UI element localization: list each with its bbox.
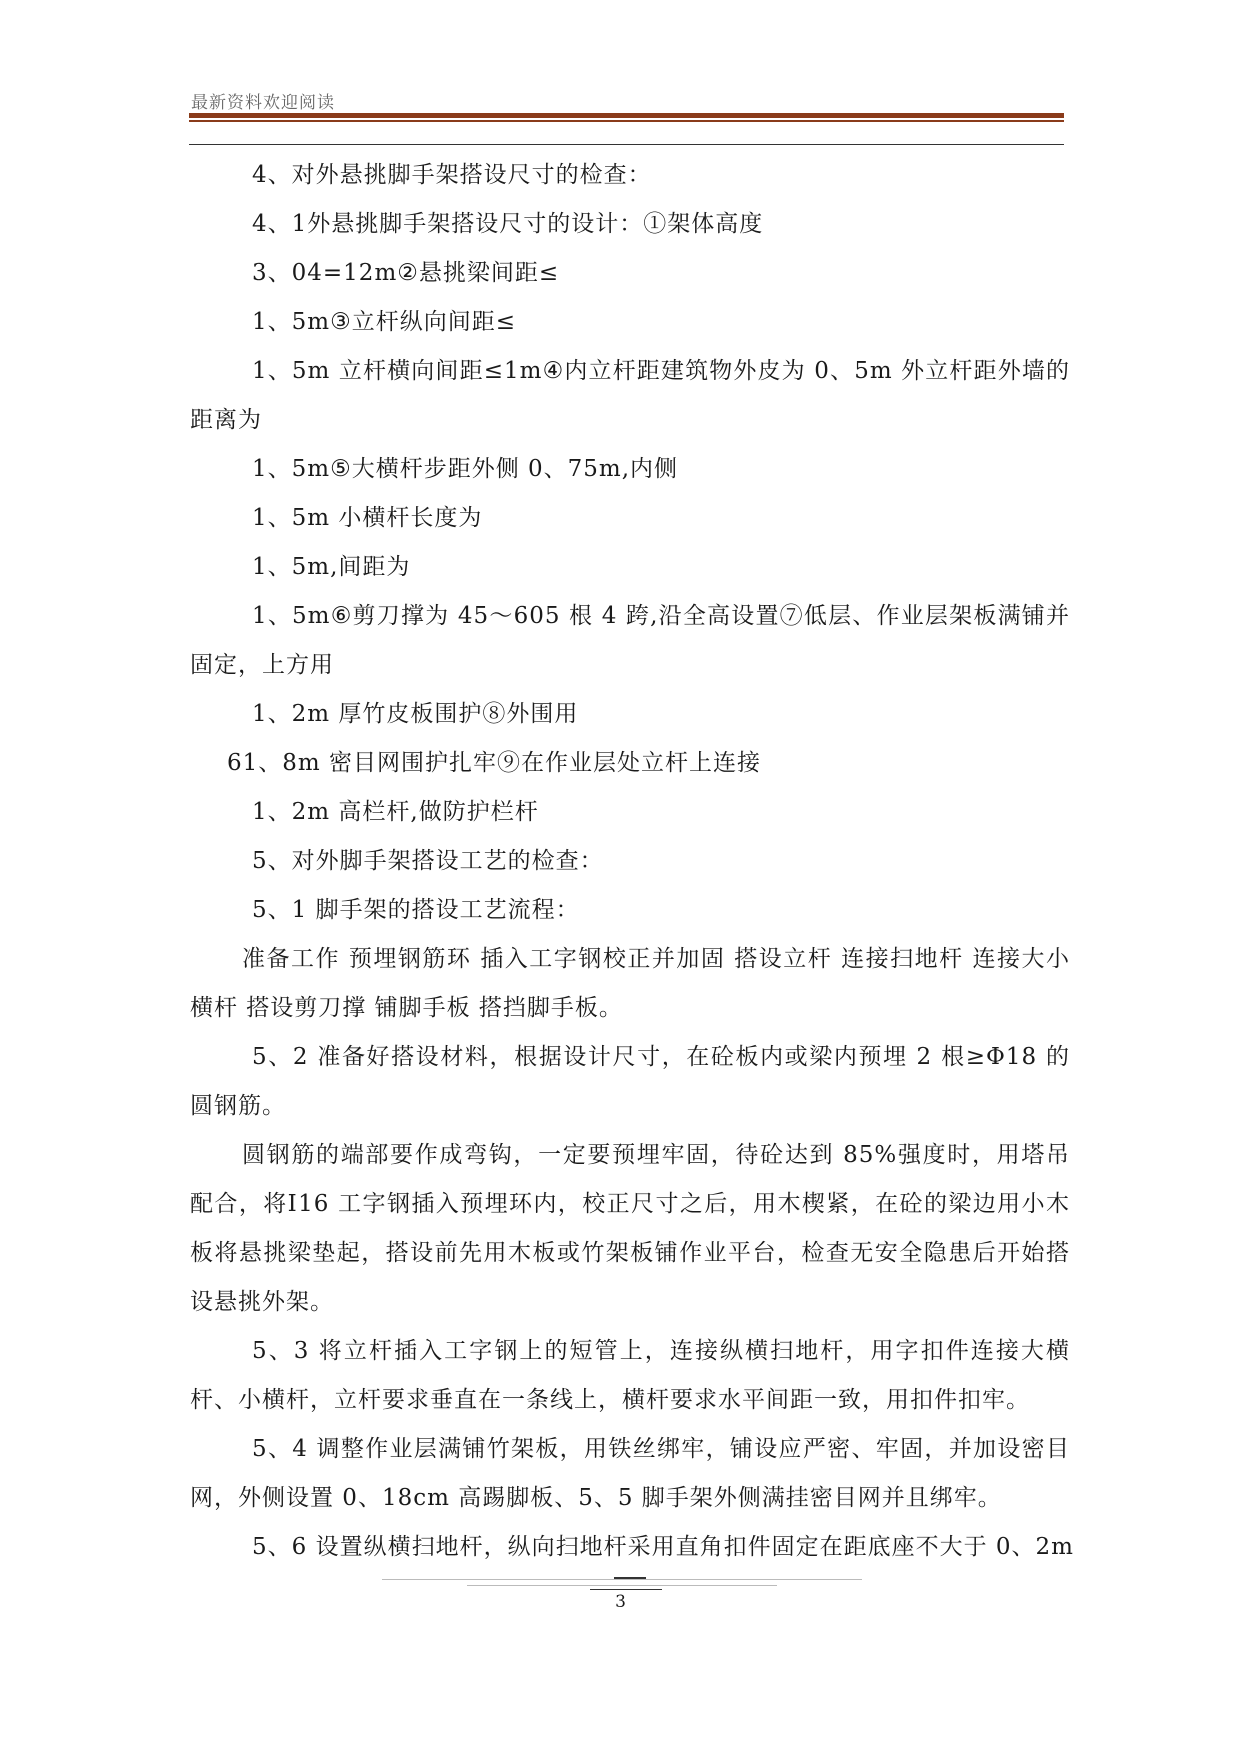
paragraph: 61、8m 密目网围护扎牢⑨在作业层处立杆上连接 [227,750,762,776]
paragraph: 1、5m,间距为 [252,554,411,580]
paragraph: 5、1 脚手架的搭设工艺流程： [252,897,580,923]
paragraph: 3、04=12m②悬挑梁间距≤ [252,260,560,286]
header-rule-thick [189,113,1064,118]
header-text: 最新资料欢迎阅读 [191,93,335,113]
footer-rule [382,1579,862,1580]
paragraph: 5、4 调整作业层满铺竹架板，用铁丝绑牢，铺设应严密、牢固，并加设密目网，外侧设置 0、18cm 高踢脚板、5、5 脚手架外侧满挂密目网并且绑牢。 [190,1436,1070,1511]
header-rule-thin [189,120,1064,122]
paragraph: 5、2 准备好搭设材料，根据设计尺寸，在砼板内或梁内预埋 2 根≥Φ18 的圆钢筋。 [190,1044,1070,1119]
document-body [190,151,1074,1572]
paragraph: 1、5m 小横杆长度为 [252,505,483,531]
paragraph: 1、5m 立杆横向间距≤1m④内立杆距建筑物外皮为 0、5m 外立杆距外墙的距离为 [190,358,1070,433]
paragraph: 4、1外悬挑脚手架搭设尺寸的设计：①架体高度 [252,211,764,237]
page-number: 3 [615,1592,626,1612]
paragraph: 5、6 设置纵横扫地杆，纵向扫地杆采用直角扣件固定在距底座不大于 0、2m [252,1534,1074,1560]
paragraph: 1、5m③立杆纵向间距≤ [252,309,516,335]
paragraph: 5、3 将立杆插入工字钢上的短管上，连接纵横扫地杆，用字扣件连接大横杆、小横杆，立杆要求垂直在一条线上，横杆要求水平间距一致，用扣件扣牢。 [190,1338,1070,1413]
paragraph: 5、对外脚手架搭设工艺的检查： [252,848,604,874]
footer-mark [590,1589,662,1590]
paragraph: 1、2m 高栏杆,做防护栏杆 [252,799,539,825]
paragraph: 1、5m⑥剪刀撑为 45～605 根 4 跨,沿全高设置⑦低层、作业层架板满铺并固定，上方用 [190,603,1070,678]
paragraph: 1、5m⑤大横杆步距外侧 0、75m,内侧 [252,456,679,482]
header-rule-bottom [189,144,1064,145]
footer-mark [614,1577,646,1579]
paragraph: 准备工作 预埋钢筋环 插入工字钢校正并加固 搭设立杆 连接扫地杆 连接大小横杆 搭设剪刀撑 铺脚手板 搭挡脚手板。 [190,946,1070,1021]
paragraph: 1、2m 厚竹皮板围护⑧外围用 [252,701,579,727]
paragraph: 4、对外悬挑脚手架搭设尺寸的检查： [252,162,652,188]
footer-rule [467,1585,777,1586]
paragraph: 圆钢筋的端部要作成弯钩，一定要预埋牢固，待砼达到 85%强度时，用塔吊配合，将Ⅰ16 工字钢插入预埋环内，校正尺寸之后，用木楔紧，在砼的梁边用小木板将悬挑梁垫起，搭设前先用木板或竹架板铺作业平台，检查无安全隐患后开始搭设悬挑外架。 [190,1142,1070,1315]
